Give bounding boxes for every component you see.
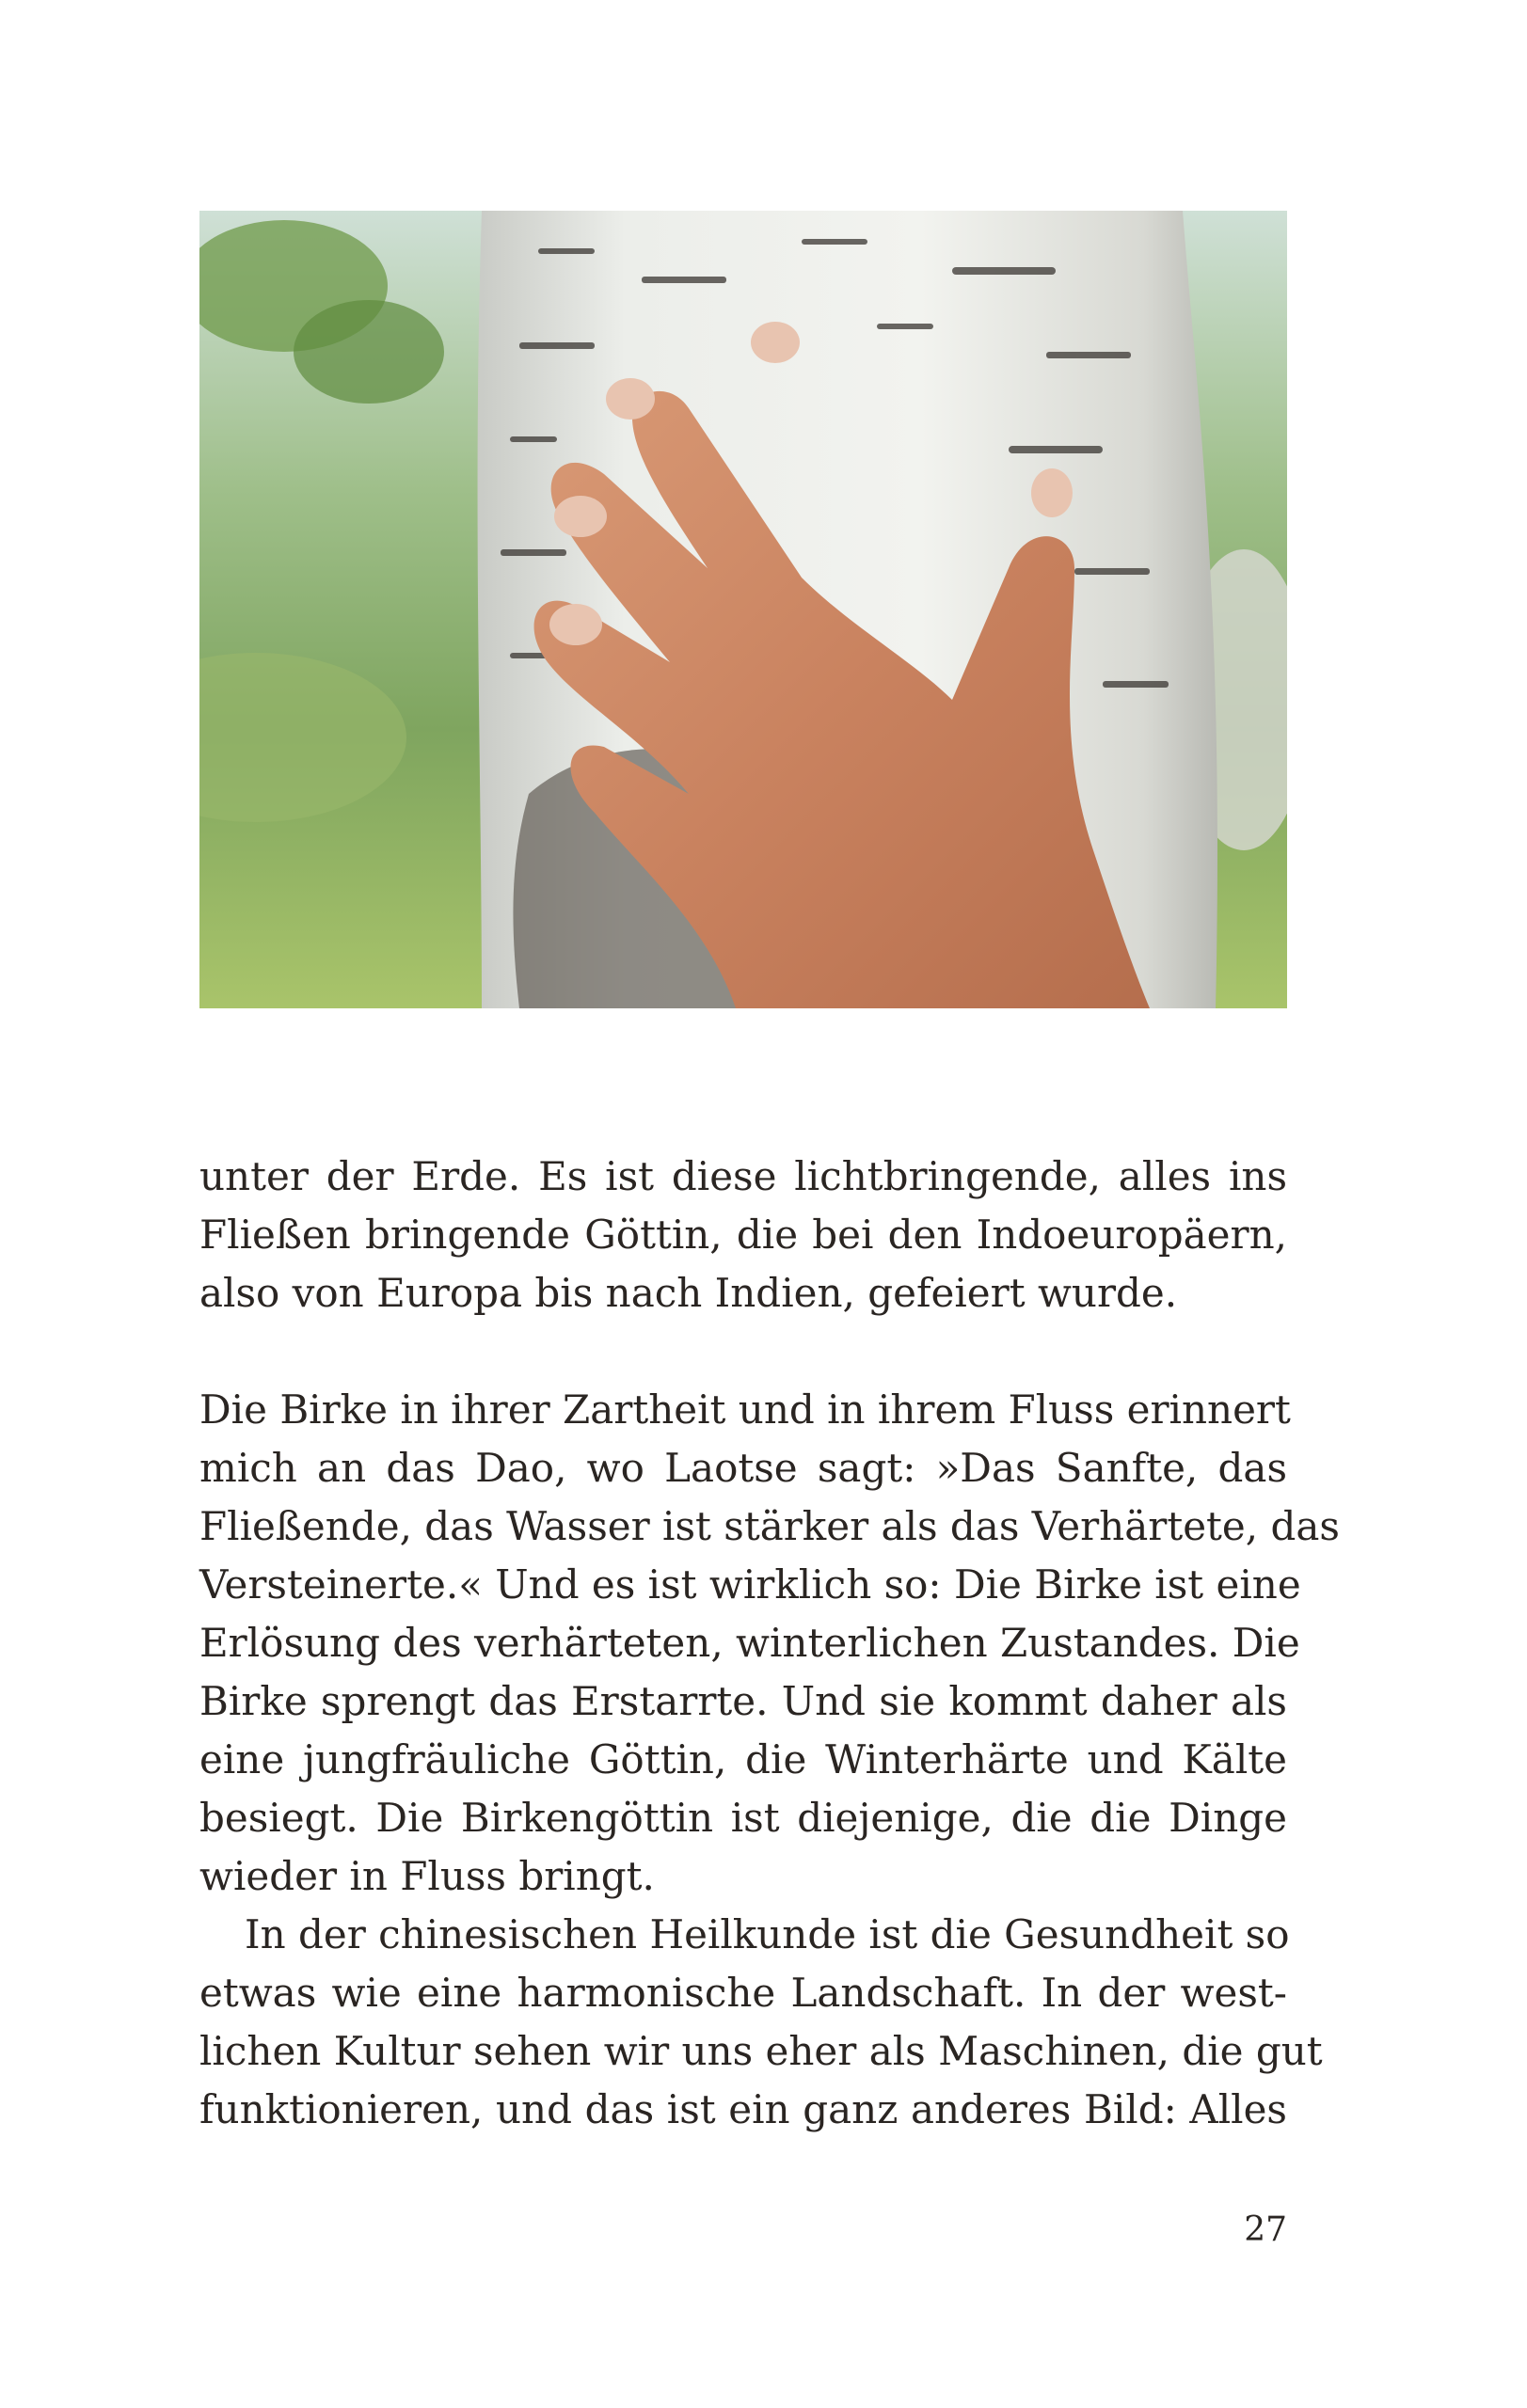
- text-line: Fließende, das Wasser ist stärker als das Verhärtete, das: [199, 1503, 1340, 1549]
- text-line: besiegt. Die Birkengöttin ist diejenige, die die Dinge: [199, 1795, 1287, 1841]
- paragraph-1: [199, 1148, 1287, 1323]
- hand-on-birch-trunk-icon: [199, 211, 1287, 1008]
- text-line: funktionieren, und das ist ein ganz anderes Bild: Alles: [199, 2086, 1287, 2132]
- text-line: Birke sprengt das Erstarrte. Und sie kommt daher als: [199, 1678, 1287, 1724]
- birch-photo: [199, 211, 1287, 1008]
- text-line: Erlösung des verhärteten, winterlichen Zustandes. Die: [199, 1620, 1300, 1666]
- page-number: 27: [1244, 2210, 1287, 2249]
- text-line: Fließen bringende Göttin, die bei den Indoeuropäern,: [199, 1212, 1287, 1258]
- text-line: wieder in Fluss bringt.: [199, 1853, 655, 1899]
- text-line: mich an das Dao, wo Laotse sagt: »Das Sanfte, das: [199, 1445, 1287, 1491]
- text-line: eine jungfräuliche Göttin, die Winterhärte und Kälte: [199, 1736, 1287, 1782]
- text-line: etwas wie eine harmonische Landschaft. In der west-: [199, 1970, 1287, 2016]
- text-line: Versteinerte.« Und es ist wirklich so: Die Birke ist eine: [199, 1561, 1301, 1608]
- text-line: unter der Erde. Es ist diese lichtbringende, alles ins: [199, 1153, 1287, 1199]
- text-line: Die Birke in ihrer Zartheit und in ihrem Fluss erinnert: [199, 1386, 1291, 1433]
- text-line: also von Europa bis nach Indien, gefeiert wurde.: [199, 1270, 1178, 1316]
- paragraph-2: [199, 1381, 1340, 2139]
- text-line: lichen Kultur sehen wir uns eher als Maschinen, die gut: [199, 2028, 1323, 2074]
- text-line: In der chinesischen Heilkunde ist die Gesundheit so: [245, 1911, 1290, 1957]
